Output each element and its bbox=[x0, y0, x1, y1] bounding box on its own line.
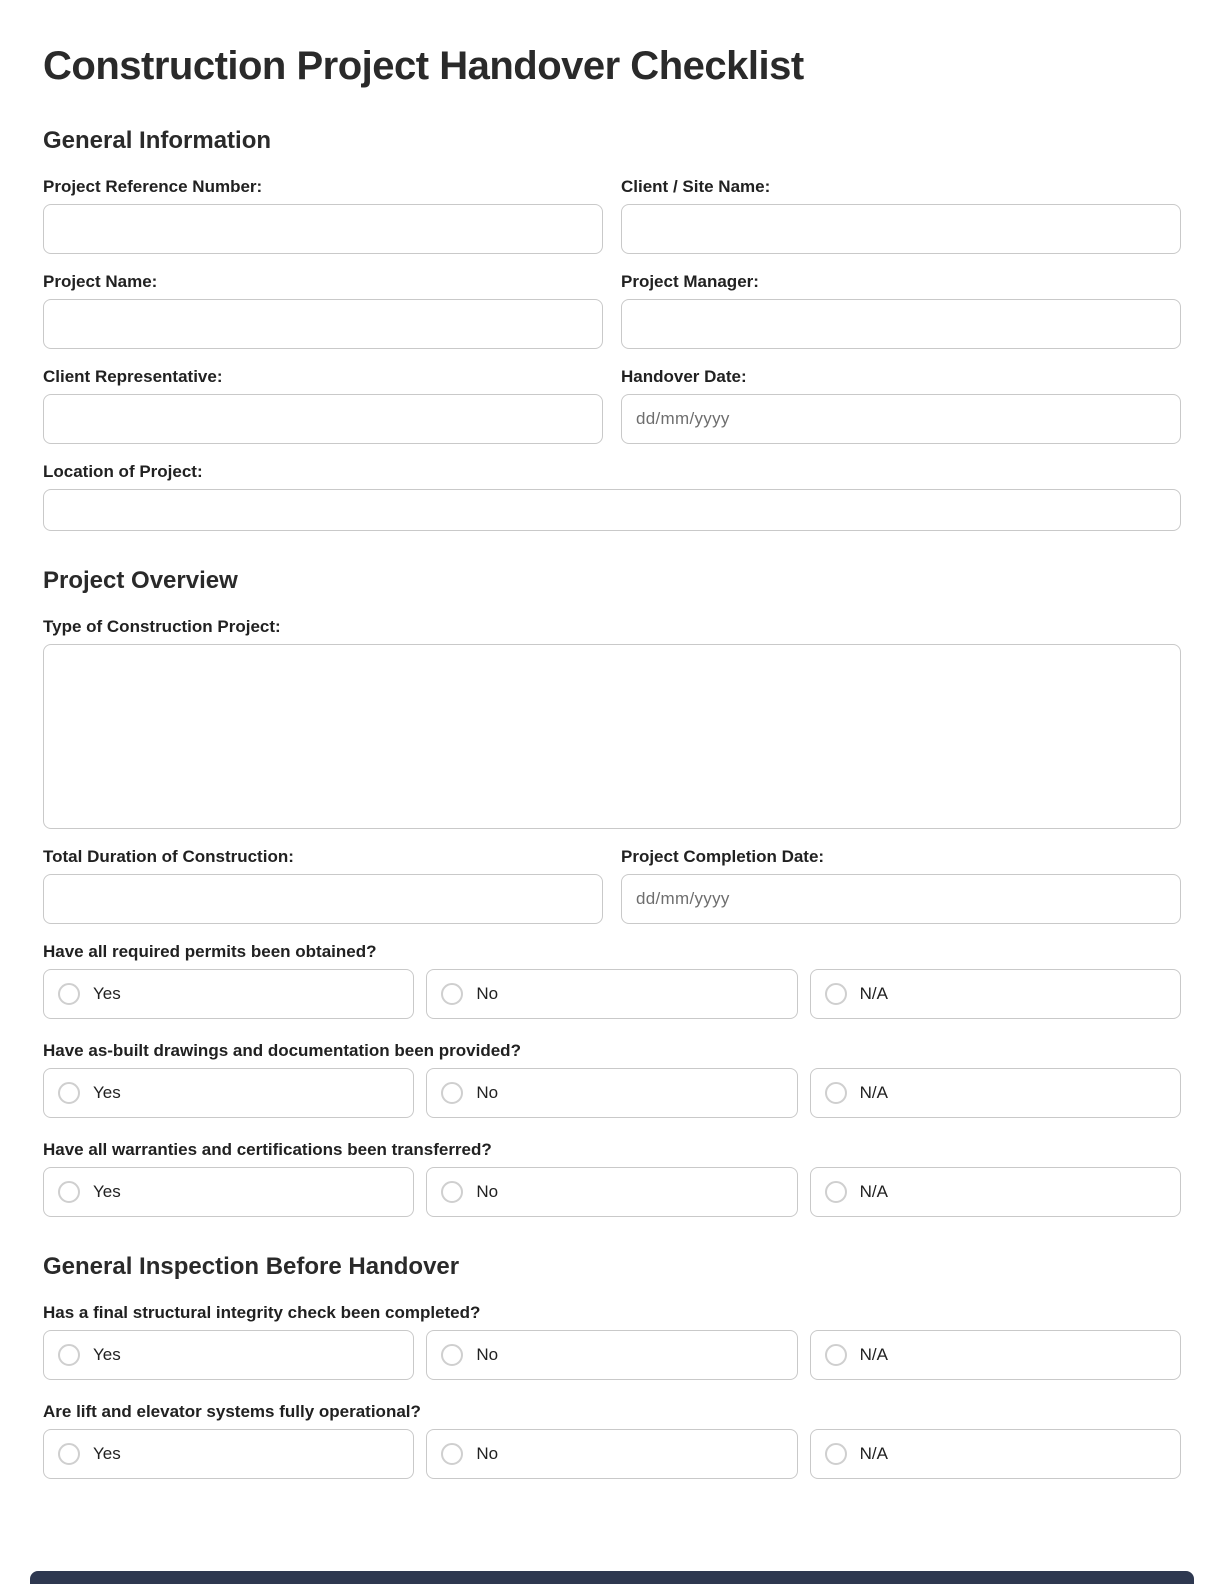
radio-group-warranties-transferred bbox=[43, 1167, 1181, 1217]
field-total-duration bbox=[43, 847, 603, 924]
question-lift-elevator bbox=[43, 1402, 1181, 1479]
radio-group-structural-integrity bbox=[43, 1330, 1181, 1380]
radio-button-icon bbox=[825, 1082, 847, 1104]
label-project-completion-date: Project Completion Date: bbox=[621, 847, 825, 866]
field-project-manager bbox=[621, 272, 1181, 349]
label-total-duration: Total Duration of Construction: bbox=[43, 847, 294, 866]
section-general-information bbox=[43, 127, 1181, 531]
general-information-grid bbox=[43, 177, 1181, 462]
location-of-project-input[interactable] bbox=[43, 489, 1181, 531]
label-location-of-project: Location of Project: bbox=[43, 462, 203, 481]
question-label: Are lift and elevator systems fully operational? bbox=[43, 1402, 421, 1421]
question-label: Has a final structural integrity check been completed? bbox=[43, 1303, 481, 1322]
radio-button-icon bbox=[825, 1344, 847, 1366]
field-project-reference-number bbox=[43, 177, 603, 254]
radio-option-no[interactable]: No bbox=[426, 969, 797, 1019]
project-reference-number-input[interactable] bbox=[43, 204, 603, 254]
project-name-input[interactable] bbox=[43, 299, 603, 349]
section-project-overview bbox=[43, 567, 1181, 1217]
page-title: Construction Project Handover Checklist bbox=[43, 44, 804, 88]
radio-option-no[interactable]: No bbox=[426, 1429, 797, 1479]
label-project-name: Project Name: bbox=[43, 272, 158, 291]
radio-button-icon bbox=[441, 983, 463, 1005]
label-handover-date: Handover Date: bbox=[621, 367, 747, 386]
radio-option-na[interactable]: N/A bbox=[810, 1330, 1181, 1380]
radio-option-yes[interactable]: Yes bbox=[43, 1068, 414, 1118]
radio-button-icon bbox=[825, 1443, 847, 1465]
total-duration-input[interactable] bbox=[43, 874, 603, 924]
radio-option-no[interactable]: No bbox=[426, 1167, 797, 1217]
label-client-representative: Client Representative: bbox=[43, 367, 223, 386]
question-permits-obtained bbox=[43, 942, 1181, 1019]
field-handover-date bbox=[621, 367, 1181, 444]
label-type-of-construction-project: Type of Construction Project: bbox=[43, 617, 281, 636]
field-client-site-name bbox=[621, 177, 1181, 254]
radio-button-icon bbox=[441, 1344, 463, 1366]
question-label: Have as-built drawings and documentation been provided? bbox=[43, 1041, 521, 1060]
radio-option-yes[interactable]: Yes bbox=[43, 1429, 414, 1479]
label-project-reference-number: Project Reference Number: bbox=[43, 177, 263, 196]
radio-option-na[interactable]: N/A bbox=[810, 1068, 1181, 1118]
radio-button-icon bbox=[58, 1181, 80, 1203]
radio-button-icon bbox=[441, 1181, 463, 1203]
radio-group-permits-obtained bbox=[43, 969, 1181, 1019]
handover-date-input[interactable] bbox=[621, 394, 1181, 444]
radio-group-as-built-drawings bbox=[43, 1068, 1181, 1118]
field-project-completion-date bbox=[621, 847, 1181, 924]
section-heading-general-inspection: General Inspection Before Handover bbox=[43, 1253, 460, 1280]
label-client-site-name: Client / Site Name: bbox=[621, 177, 771, 196]
radio-button-icon bbox=[441, 1082, 463, 1104]
radio-button-icon bbox=[825, 1181, 847, 1203]
field-project-name bbox=[43, 272, 603, 349]
label-project-manager: Project Manager: bbox=[621, 272, 759, 291]
section-heading-general-information: General Information bbox=[43, 127, 272, 154]
radio-option-yes[interactable]: Yes bbox=[43, 1330, 414, 1380]
radio-button-icon bbox=[441, 1443, 463, 1465]
radio-option-yes[interactable]: Yes bbox=[43, 1167, 414, 1217]
question-warranties-transferred bbox=[43, 1140, 1181, 1217]
field-type-of-construction-project bbox=[43, 617, 1181, 829]
radio-button-icon bbox=[58, 983, 80, 1005]
radio-button-icon bbox=[58, 1344, 80, 1366]
radio-option-na[interactable]: N/A bbox=[810, 1167, 1181, 1217]
section-heading-project-overview: Project Overview bbox=[43, 567, 238, 594]
radio-button-icon bbox=[58, 1082, 80, 1104]
radio-button-icon bbox=[58, 1443, 80, 1465]
radio-option-no[interactable]: No bbox=[426, 1068, 797, 1118]
client-representative-input[interactable] bbox=[43, 394, 603, 444]
question-structural-integrity bbox=[43, 1303, 1181, 1380]
footer-bar bbox=[30, 1571, 1194, 1584]
question-label: Have all warranties and certifications been transferred? bbox=[43, 1140, 492, 1159]
question-as-built-drawings bbox=[43, 1041, 1181, 1118]
type-of-construction-project-textarea[interactable] bbox=[43, 644, 1181, 829]
field-client-representative bbox=[43, 367, 603, 444]
radio-button-icon bbox=[825, 983, 847, 1005]
project-manager-input[interactable] bbox=[621, 299, 1181, 349]
client-site-name-input[interactable] bbox=[621, 204, 1181, 254]
question-label: Have all required permits been obtained? bbox=[43, 942, 377, 961]
project-overview-grid bbox=[43, 847, 1181, 942]
radio-option-na[interactable]: N/A bbox=[810, 969, 1181, 1019]
radio-option-yes[interactable]: Yes bbox=[43, 969, 414, 1019]
project-completion-date-input[interactable] bbox=[621, 874, 1181, 924]
radio-option-na[interactable]: N/A bbox=[810, 1429, 1181, 1479]
field-location-of-project bbox=[43, 462, 1181, 531]
section-general-inspection bbox=[43, 1253, 1181, 1479]
radio-group-lift-elevator bbox=[43, 1429, 1181, 1479]
radio-option-no[interactable]: No bbox=[426, 1330, 797, 1380]
